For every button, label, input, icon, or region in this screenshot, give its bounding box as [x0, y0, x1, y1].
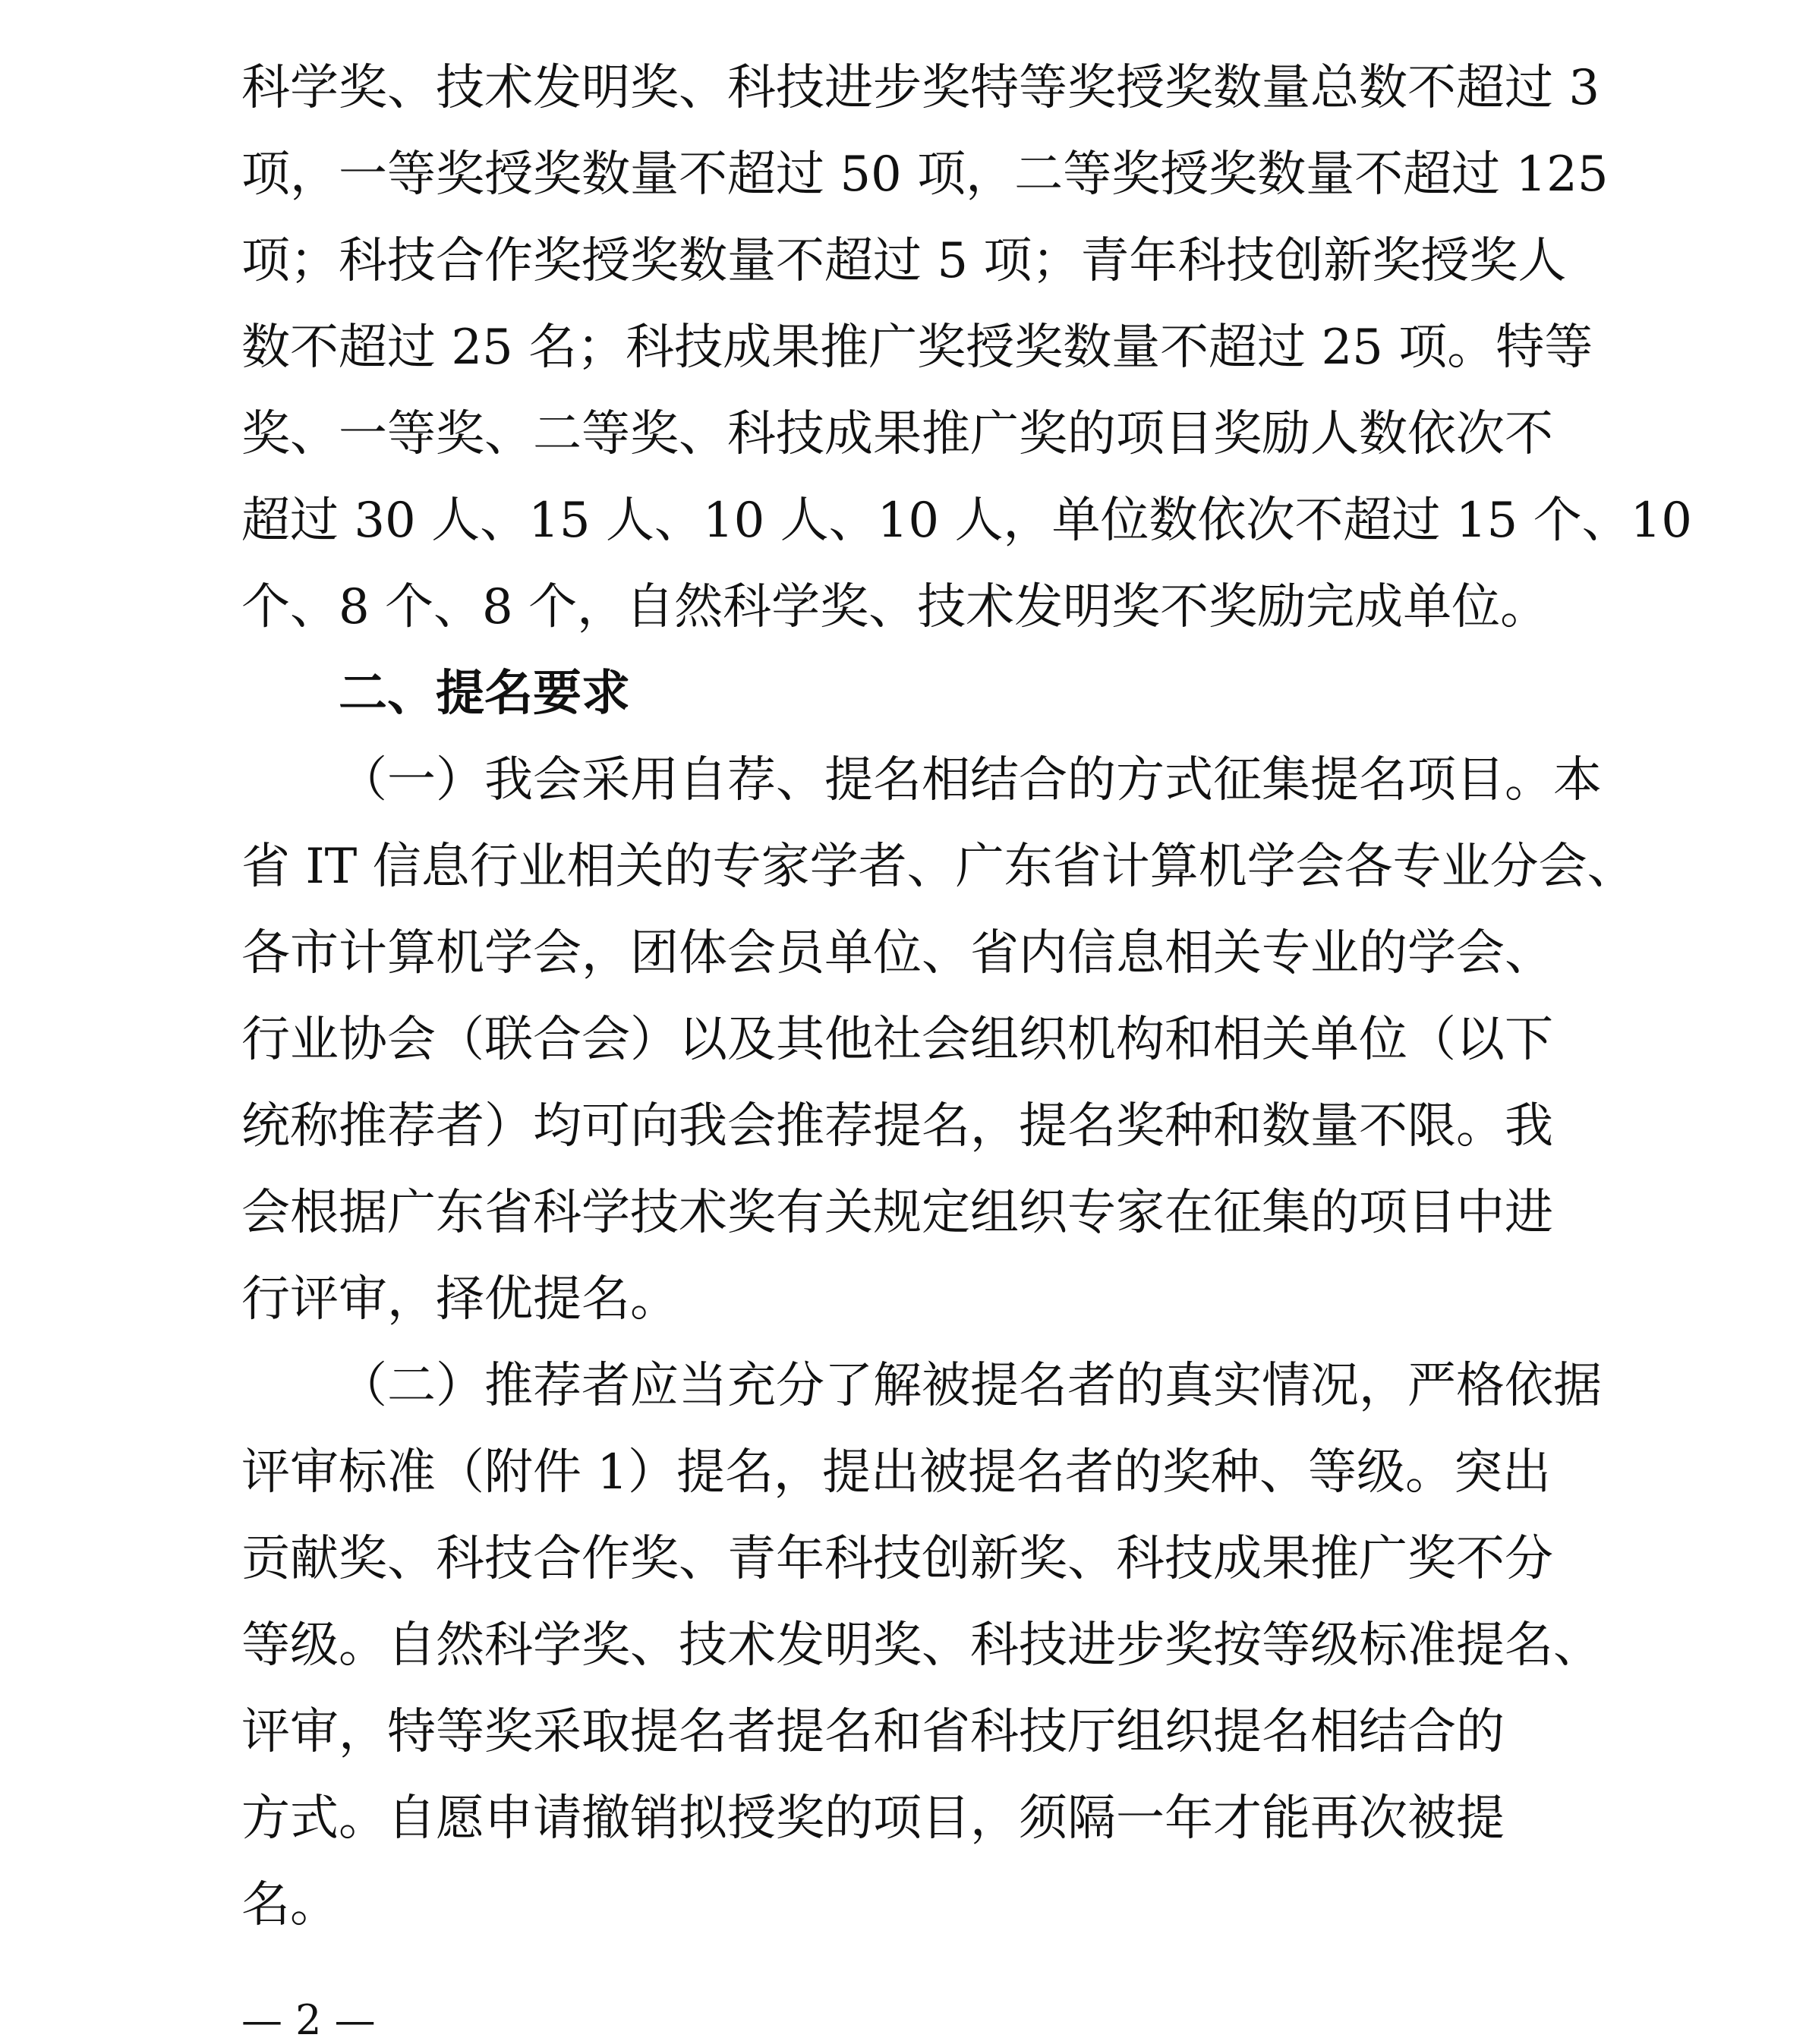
section-heading: 二、提名要求	[339, 666, 630, 722]
paragraph-2-line: 各市计算机学会，团体会员单位、省内信息相关专业的学会、	[241, 925, 1553, 981]
paragraph-1-line: 个、8 个、8 个，自然科学奖、技术发明奖不奖励完成单位。	[241, 579, 1549, 635]
paragraph-2-line: 会根据广东省科学技术奖有关规定组织专家在征集的项目中进	[241, 1185, 1553, 1241]
paragraph-1-line: 项，一等奖授奖数量不超过 50 项，二等奖授奖数量不超过 125	[241, 146, 1609, 203]
paragraph-3-line: （二）推荐者应当充分了解被提名者的真实情况，严格依据	[339, 1358, 1602, 1414]
paragraph-2-line: 行业协会（联合会）以及其他社会组织机构和相关单位（以下	[241, 1012, 1553, 1068]
paragraph-1-line: 奖、一等奖、二等奖、科技成果推广奖的项目奖励人数依次不	[241, 406, 1553, 462]
paragraph-2-line: 省 IT 信息行业相关的专家学者、广东省计算机学会各专业分会、	[241, 839, 1636, 895]
page-number: — 2 —	[241, 1996, 376, 2044]
paragraph-1-line: 科学奖、技术发明奖、科技进步奖特等奖授奖数量总数不超过 3	[241, 60, 1600, 116]
paragraph-3-line: 等级。自然科学奖、技术发明奖、科技进步奖按等级标准提名、	[241, 1617, 1602, 1674]
paragraph-2-line: 统称推荐者）均可向我会推荐提名，提名奖种和数量不限。我	[241, 1098, 1553, 1154]
paragraph-3-line: 评审，特等奖采取提名者提名和省科技厅组织提名相结合的	[241, 1704, 1505, 1760]
paragraph-1-line: 项；科技合作奖授奖数量不超过 5 项；青年科技创新奖授奖人	[241, 233, 1567, 289]
paragraph-1-line: 数不超过 25 名；科技成果推广奖授奖数量不超过 25 项。特等	[241, 320, 1593, 376]
paragraph-1-line: 超过 30 人、15 人、10 人、10 人，单位数依次不超过 15 个、10	[241, 493, 1693, 549]
paragraph-2-line: （一）我会采用自荐、提名相结合的方式征集提名项目。本	[339, 752, 1602, 808]
paragraph-3-line: 名。	[241, 1877, 339, 1933]
paragraph-3-line: 评审标准（附件 1）提名，提出被提名者的奖种、等级。突出	[241, 1444, 1552, 1501]
paragraph-3-line: 贡献奖、科技合作奖、青年科技创新奖、科技成果推广奖不分	[241, 1531, 1553, 1587]
paragraph-2-line: 行评审，择优提名。	[241, 1271, 679, 1327]
paragraph-3-line: 方式。自愿申请撤销拟授奖的项目，须隔一年才能再次被提	[241, 1790, 1505, 1847]
